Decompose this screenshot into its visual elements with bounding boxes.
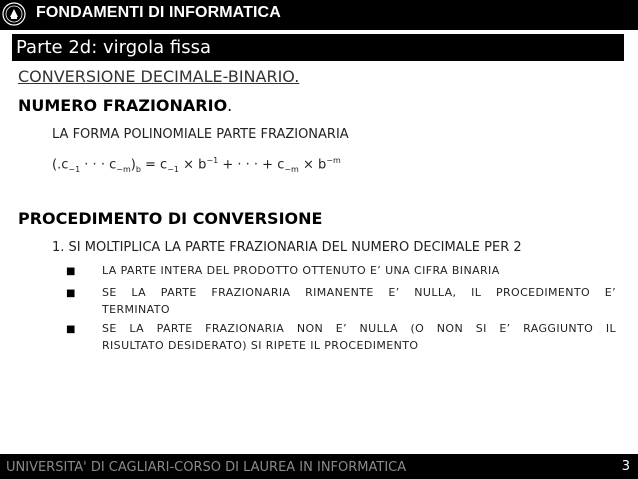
slide-subtitle: Parte 2d: virgola fissa bbox=[16, 37, 212, 58]
footer-university: UNIVERSITA' DI CAGLIARI-CORSO DI LAUREA IN INFORMATICA bbox=[6, 460, 407, 475]
step-1: 1. SI MOLTIPLICA LA PARTE FRAZIONARIA DEL NUMERO DECIMALE PER 2 bbox=[52, 240, 522, 255]
subtitle-bar bbox=[12, 34, 624, 61]
bullet-item-1 bbox=[102, 262, 616, 279]
heading-numero-frazionario bbox=[18, 96, 232, 115]
section-title: CONVERSIONE DECIMALE-BINARIO. bbox=[18, 67, 300, 86]
header-bar bbox=[0, 0, 638, 30]
heading-procedimento: PROCEDIMENTO DI CONVERSIONE bbox=[18, 209, 323, 228]
bullet-item-2 bbox=[102, 284, 616, 318]
polynomial-formula: ($.c_{-1}$ · · · $c_{-m})_b = c_{-1} \times b^{-1}$ + · · · + $c_{-m} \times b^{-m}$ bbox=[52, 156, 341, 174]
bullet-item-3 bbox=[102, 320, 616, 354]
bullet-marker: ■ bbox=[66, 288, 76, 299]
bullet-3-line-1: SE LA PARTE FRAZIONARIA NON E’ NULLA (O NON SI E’ RAGGIUNTO IL bbox=[102, 322, 616, 335]
bullet-marker: ■ bbox=[66, 324, 76, 335]
bullet-2-line-1: SE LA PARTE FRAZIONARIA RIMANENTE E’ NULLA, IL PROCEDIMENTO E’ bbox=[102, 286, 616, 299]
footer-bar bbox=[0, 454, 638, 479]
bullet-2-line-2: TERMINATO bbox=[102, 303, 170, 316]
university-seal-icon bbox=[2, 2, 26, 26]
heading1-text: NUMERO FRAZIONARIO bbox=[18, 96, 228, 115]
page-number: 3 bbox=[621, 459, 630, 474]
bullet-1-line-1: LA PARTE INTERA DEL PRODOTTO OTTENUTO E’ UNA CIFRA BINARIA bbox=[102, 264, 500, 277]
heading1-dot: . bbox=[227, 96, 233, 115]
polynomial-form-label: LA FORMA POLINOMIALE PARTE FRAZIONARIA bbox=[52, 127, 349, 142]
bullet-3-line-2: RISULTATO DESIDERATO) SI RIPETE IL PROCEDIMENTO bbox=[102, 339, 419, 352]
course-title: FONDAMENTI DI INFORMATICA bbox=[36, 4, 281, 21]
bullet-marker: ■ bbox=[66, 266, 76, 277]
